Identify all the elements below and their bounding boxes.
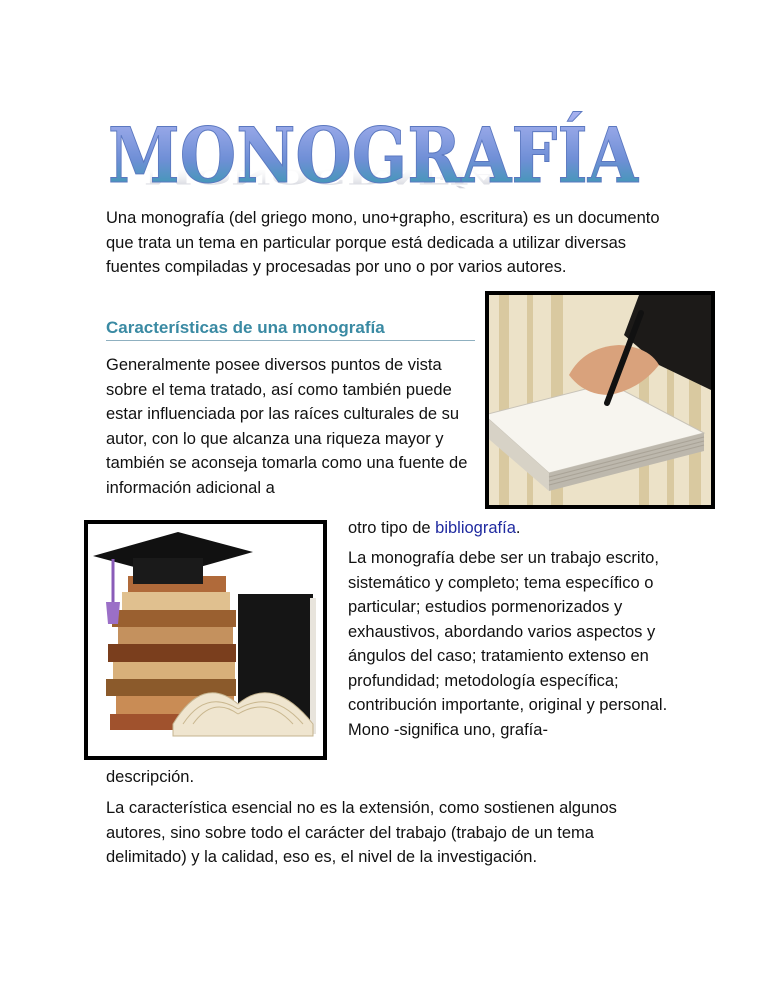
title-text: MONOGRAF (108, 111, 635, 200)
books-graduation-cap-image (84, 520, 327, 760)
title-wordart (104, 98, 664, 208)
paragraph-characteristics: La monografía debe ser un trabajo escrito, sistemático y completo; tema específico o particular; estudios pormenorizados y exhaustivos, abordando varios aspectos y ángulos del caso; tratamiento extenso en profundidad; metodología específica; contribución importante, original y personal. Mono -significa uno, grafía- (348, 549, 668, 739)
bibliography-link[interactable]: bibliografía (435, 519, 516, 537)
document-title (104, 98, 664, 208)
paragraph-bibliography (348, 516, 678, 541)
section-heading: Características de una monografía (106, 318, 385, 337)
bibliography-prefix: otro tipo de (348, 519, 431, 537)
paragraph-essential: La característica esencial no es la extensión, como sostienen algunos autores, sino sobre todo el carácter del trabajo (trabajo de un tema delimitado) y la calidad, eso es, el nivel de la investigación. (106, 799, 617, 866)
title-reflection: MONOGRAFÍA (144, 164, 504, 188)
intro-paragraph: Una monografía (del griego mono, uno+grapho, escritura) es un documento que trata un tema en particular porque está dedicada a utilizar diversas fuentes compiladas y procesadas por uno o por varios autores. (106, 209, 660, 276)
paragraph-perspectives: Generalmente posee diversos puntos de vista sobre el tema tratado, así como también puede estar influenciada por las raíces culturales de su autor, con lo que alcanza una riqueza mayor y también se aconseja tomarla como una fuente de información adicional a (106, 356, 468, 497)
writing-hand-image (485, 291, 715, 509)
paragraph-characteristics-continuation: descripción. (106, 768, 195, 786)
heading-underline (106, 340, 475, 341)
bibliography-suffix: . (515, 519, 521, 537)
